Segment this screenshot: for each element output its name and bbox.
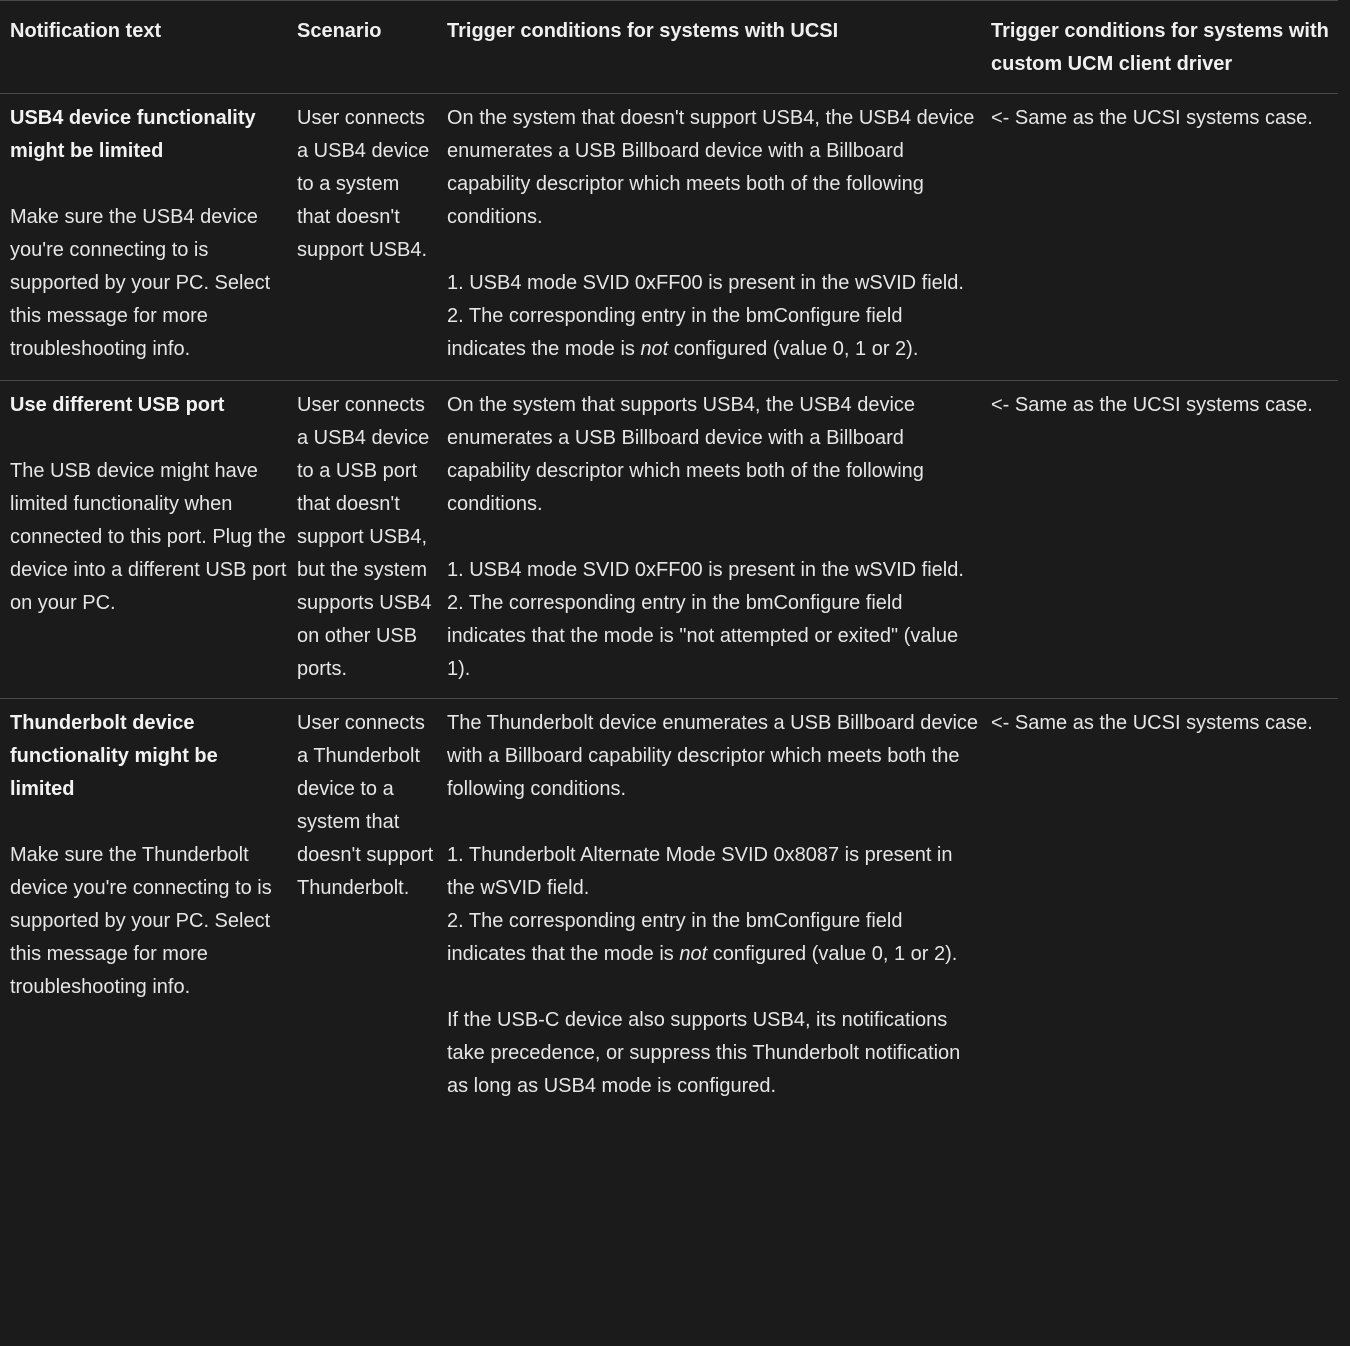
scenario-cell: User connects a USB4 device to a USB port that doesn't support USB4, but the system supports USB4 on other USB ports.	[287, 381, 437, 699]
table-row	[0, 381, 1338, 699]
ucsi-condition-1: 1. USB4 mode SVID 0xFF00 is present in the wSVID field.	[447, 559, 964, 581]
table-row	[0, 699, 1338, 1104]
notification-body: The USB device might have limited functionality when connected to this port. Plug the device into a different USB port on your PC.	[10, 460, 287, 614]
table-row	[0, 94, 1338, 381]
ucm-trigger-cell: <- Same as the UCSI systems case.	[981, 381, 1338, 699]
scenario-cell: User connects a Thunderbolt device to a system that doesn't support Thunderbolt.	[297, 712, 434, 899]
header-scenario: Scenario	[287, 1, 437, 94]
notification-body: Make sure the Thunderbolt device you're connecting to is supported by your PC. Select this message for more troubleshooting info.	[10, 844, 272, 998]
ucsi-condition-2	[447, 905, 981, 971]
notification-title: Use different USB port	[10, 394, 225, 416]
notification-cell	[0, 699, 287, 1104]
emphasis-not: not	[679, 943, 708, 965]
header-ucsi-trigger: Trigger conditions for systems with UCSI	[437, 1, 981, 94]
ucsi-trigger-cell	[437, 699, 981, 1104]
ucm-trigger-cell: <- Same as the UCSI systems case.	[981, 94, 1338, 381]
ucm-trigger-cell: <- Same as the UCSI systems case.	[991, 712, 1313, 734]
header-notification-text: Notification text	[0, 1, 287, 94]
ucsi-condition-1: 1. Thunderbolt Alternate Mode SVID 0x8087 is present in the wSVID field.	[447, 844, 953, 899]
ucsi-note: If the USB-C device also supports USB4, its notifications take precedence, or suppress this Thunderbolt notification as long as USB4 mode is configured.	[447, 1009, 961, 1097]
ucsi-trigger-cell	[437, 94, 981, 381]
ucsi-intro: The Thunderbolt device enumerates a USB Billboard device with a Billboard capability descriptor which meets both the following conditions.	[447, 712, 979, 800]
scenario-cell: User connects a USB4 device to a system that doesn't support USB4.	[287, 94, 437, 381]
ucsi-condition-2-tail: configured (value 0, 1 or 2).	[668, 338, 919, 360]
notification-title: Thunderbolt device functionality might be limited	[10, 712, 218, 800]
ucsi-condition-1: 1. USB4 mode SVID 0xFF00 is present in the wSVID field.	[447, 272, 964, 294]
header-row	[0, 1, 1338, 94]
notification-title: USB4 device functionality might be limited	[10, 107, 256, 162]
header-ucm-trigger: Trigger conditions for systems with custom UCM client driver	[981, 1, 1338, 94]
notification-cell	[0, 381, 287, 699]
notification-body: Make sure the USB4 device you're connecting to is supported by your PC. Select this message for more troubleshooting info.	[10, 206, 271, 360]
ucsi-intro: On the system that doesn't support USB4, the USB4 device enumerates a USB Billboard device with a Billboard capability descriptor which meets both of the following conditions.	[447, 107, 975, 228]
emphasis-not: not	[640, 338, 669, 360]
notification-cell	[0, 94, 287, 381]
ucsi-condition-2-tail: configured (value 0, 1 or 2).	[707, 943, 958, 965]
ucsi-condition-2-text: 2. The corresponding entry in the bmConfigure field indicates that the mode is	[447, 910, 903, 965]
ucsi-intro: On the system that supports USB4, the USB4 device enumerates a USB Billboard device with a Billboard capability descriptor which meets both of the following conditions.	[447, 394, 924, 515]
ucsi-trigger-cell	[437, 381, 981, 699]
ucsi-condition-2	[447, 300, 981, 366]
ucsi-condition-2: 2. The corresponding entry in the bmConfigure field indicates that the mode is "not attempted or exited" (value 1).	[447, 592, 959, 680]
ucsi-condition-2-text: 2. The corresponding entry in the bmConfigure field indicates the mode is	[447, 305, 903, 360]
